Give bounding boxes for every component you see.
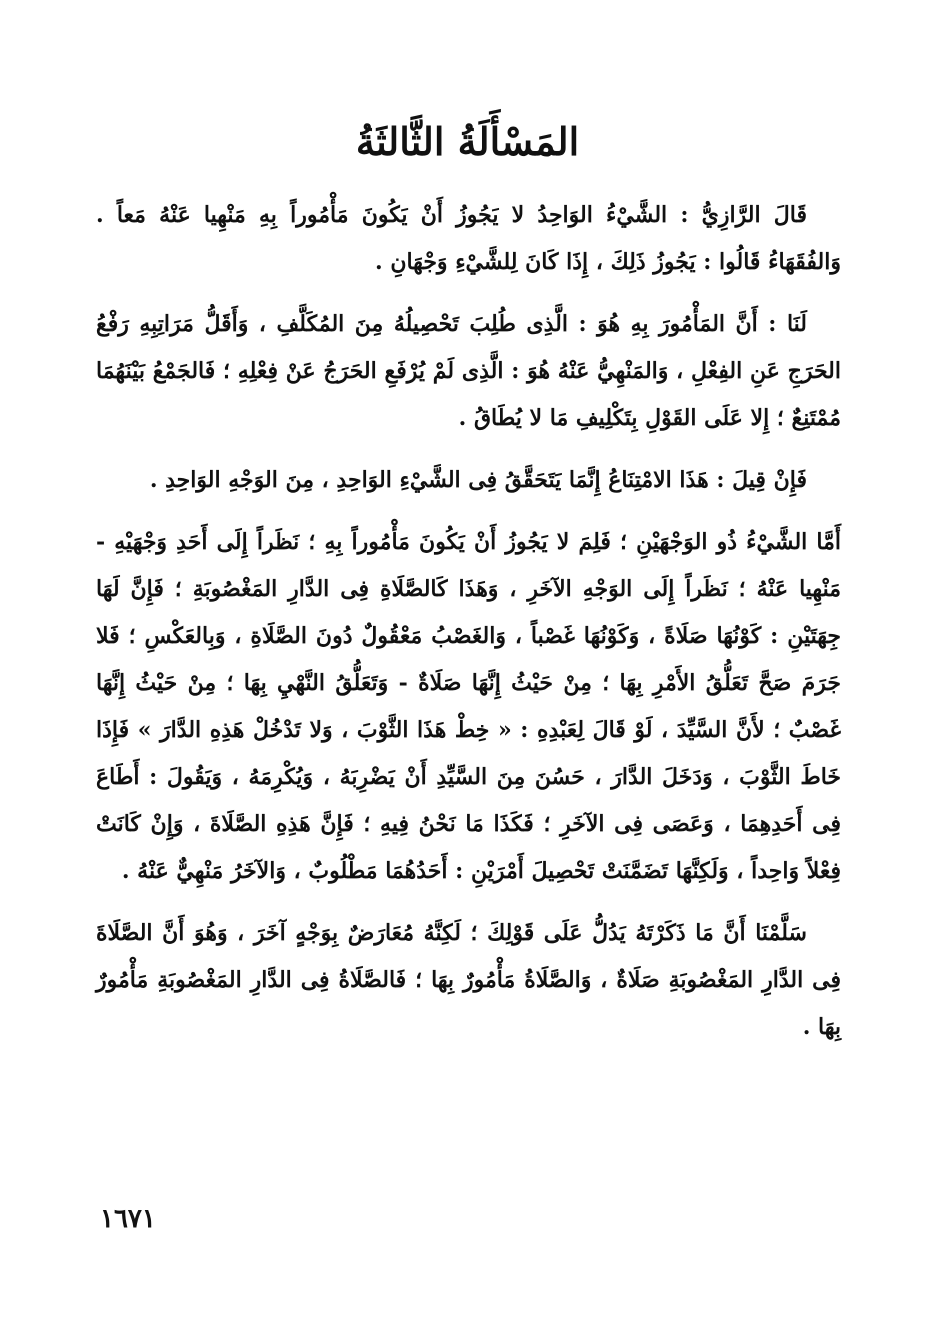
paragraph-two-aspects: أَمَّا الشَّيْءُ ذُو الوَجْهَيْنِ ؛ فَلِمَ لا يَجُوزُ أَنْ يَكُونَ مَأْمُوراً بِهِ ؛ نَظَراً إِلَى أَحَدِ وَجْهَيْهِ - مَنْهِيا عَنْهُ ؛ نَظَراً إِلَى الوَجْهِ الآخَرِ ، وَهَذَا كَالصَّلَاةِ فِى الدَّارِ المَغْصُوبَةِ ؛ فَإِنَّ لَهَا جِهَتَيْنِ : كَوْنُهَا صَلَاةً ، وَكَوْنُهَا غَصْباً ، وَالغَصْبُ مَعْقُولٌ دُونَ الصَّلَاةِ ، وَبِالعَكْسِ ؛ فَلا جَرَمَ صَحَّ تَعَلُّقُ الأَمْرِ بِهَا ؛ مِنْ حَيْثُ إِنَّهَا صَلَاةٌ - وَتَعَلُّقُ النَّهْيِ بِهَا ؛ مِنْ حَيْثُ إِنَّهَا غَصْبٌ ؛ لأَنَّ السَّيِّدَ ، لَوْ قَالَ لِعَبْدِهِ : « خِطْ هَذَا الثَّوْبَ ، وَلا تَدْخُلْ هَذِهِ الدَّارَ » فَإِذَا خَاطَ الثَّوْبَ ، وَدَخَلَ الدَّارَ ، حَسُنَ مِنَ السَّيِّدِ أَنْ يَضْرِبَهُ ، وَيُكْرِمَهُ ، وَيَقُولَ : أَطَاعَ فِى أَحَدِهِمَا ، وَعَصَى فِى الآخَرِ ؛ فَكَذَا مَا نَحْنُ فِيهِ ؛ فَإِنَّ هَذِهِ الصَّلَاةَ ، وَإِنْ كَانَتْ فِعْلاً وَاحِداً ، وَلَكِنَّهَا تَضَمَّنَتْ تَحْصِيلَ أَمْرَيْنِ : أَحَدُهُمَا مَطْلُوبٌ ، وَالآخَرُ مَنْهِيٌّ عَنْهُ . — [96, 529, 841, 884]
page-number: ١٦٧١ — [100, 1204, 156, 1234]
paragraph-concession: سَلَّمْنَا أَنَّ مَا ذَكَرْتَهُ يَدُلُّ عَلَى قَوْلِكَ ؛ لَكِنَّهُ مُعَارَضٌ بِوَجْهٍ آخَرَ ، وَهُوَ أَنَّ الصَّلَاةَ فِى الدَّارِ المَغْصُوبَةِ صَلَاةٌ ، وَالصَّلَاةُ مَأْمُورٌ بِهَا ؛ فَالصَّلَاةُ فِى الدَّارِ المَغْصُوبَةِ مَأْمُورٌ بِهَا . — [96, 920, 842, 1040]
body-text — [96, 192, 841, 1066]
paragraph-razi-statement: قَالَ الرَّازِيُّ : الشَّيْءُ الوَاحِدُ لا يَجُوزُ أَنْ يَكُونَ مَأْمُوراً بِهِ مَنْهِيا عَنْهُ مَعاً . وَالفُقَهَاءُ قَالُوا : يَجُوزُ ذَلِكَ ، إِذَا كَانَ لِلشَّيْءِ وَجْهَانِ . — [96, 202, 841, 275]
paragraph-argument: لَنَا : أَنَّ المَأْمُورَ بِهِ هُوَ : الَّذِى طُلِبَ تَحْصِيلُهُ مِنَ المُكَلَّفِ ، وَأَقَلُّ مَرَاتِبِهِ رَفْعُ الحَرَجِ عَنِ الفِعْلِ ، وَالمَنْهِيُّ عَنْهُ هُوَ : الَّذِى لَمْ يُرْفَعِ الحَرَجُ عَنْ فِعْلِهِ ؛ فَالجَمْعُ بَيْنَهُمَا مُمْتَنِعٌ ؛ إِلا عَلَى القَوْلِ بِتَكْلِيفِ مَا لا يُطَاقُ . — [96, 311, 841, 431]
page-title: المَسْأَلَةُ الثَّالثَةُ — [355, 119, 580, 164]
paragraph-objection: فَإِنْ قِيلَ : هَذَا الامْتِنَاعُ إِنَّمَا يَتَحَقَّقُ فِى الشَّيْءِ الوَاحِدِ ، مِنَ الوَجْهِ الوَاحِدِ . — [149, 467, 807, 493]
